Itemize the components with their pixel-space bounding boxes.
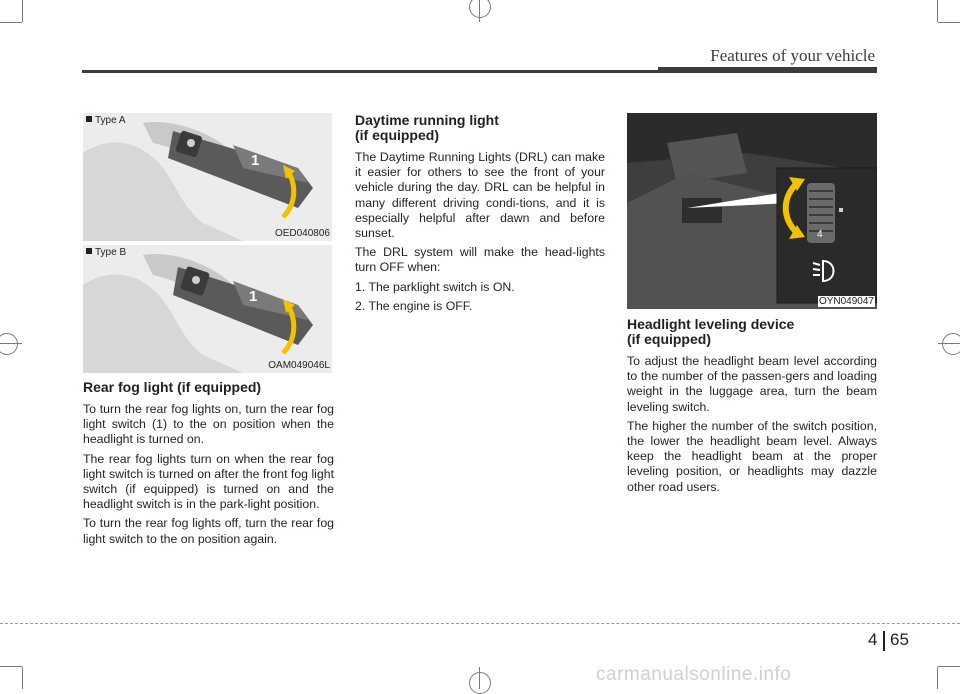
- section-headlight-leveling: [627, 317, 877, 499]
- callout-1: 1: [251, 152, 260, 169]
- registration-mark-left: [0, 333, 18, 355]
- crop-mark: [479, 0, 480, 22]
- heading-drl-line1: Daytime running light: [355, 112, 499, 128]
- figure-code: OED040806: [274, 228, 330, 239]
- crop-mark: [938, 22, 960, 23]
- registration-mark-top: [469, 0, 491, 18]
- list-item: 2. The engine is OFF.: [355, 298, 473, 313]
- square-bullet-icon: [86, 116, 92, 122]
- header-rule-accent: [658, 67, 877, 72]
- paragraph: To turn the rear fog lights off, turn the rear fog light switch to the on position again.: [83, 516, 334, 546]
- crop-mark: [22, 667, 23, 689]
- paragraph: To adjust the headlight beam level according to the number of the passen-gers and loading weight in the luggage area, turn the beam leveling switch.: [627, 354, 877, 414]
- heading-leveling-line1: Headlight leveling device: [627, 316, 795, 332]
- paragraph: The higher the number of the switch position, the lower the headlight beam level. Always keep the headlight beam at the proper leveling position, or headlights may dazzle other road users.: [627, 418, 877, 494]
- dashboard-photo: [627, 113, 877, 309]
- paragraph: The DRL system will make the head-lights turn OFF when:: [355, 245, 605, 275]
- page-number: 65: [890, 630, 909, 649]
- figure-type-b: [83, 245, 332, 373]
- figure-label-type-a: [86, 115, 126, 126]
- crop-mark: [0, 343, 22, 344]
- list-item: 1. The parklight switch is ON.: [355, 279, 515, 294]
- crop-mark: [22, 0, 23, 22]
- heading-rear-fog-light: Rear fog light (if equipped): [83, 379, 262, 395]
- paragraph: The rear fog lights turn on when the rear fog light switch is turned on after the front fog light switch (if equipped) is turned on and the headlight switch is in the park-light position.: [83, 451, 334, 512]
- section-rear-fog-light: [83, 380, 334, 551]
- section-header-title: Features of your vehicle: [710, 46, 875, 65]
- figure-label-text: Type B: [95, 247, 127, 258]
- crop-mark: [937, 0, 938, 22]
- crop-mark: [938, 666, 960, 667]
- section-daytime-running-light: [355, 113, 605, 318]
- watermark: carmanualsonline.info: [596, 664, 792, 685]
- crop-mark: [938, 343, 960, 344]
- stalk-switch-illustration: [83, 113, 332, 241]
- crop-mark: [0, 22, 22, 23]
- heading-leveling-line2: (if equipped): [627, 331, 711, 347]
- crop-mark: [479, 667, 480, 689]
- heading-drl-line2: (if equipped): [355, 127, 439, 143]
- callout-1: 1: [249, 288, 258, 305]
- crop-mark: [0, 666, 22, 667]
- footer-dashed-rule: [0, 623, 960, 624]
- chapter-number: 4: [868, 630, 878, 649]
- dial-value: 4: [817, 229, 823, 240]
- figure-label-type-b: [86, 247, 126, 258]
- registration-mark-right: [942, 333, 960, 355]
- figure-code: OYN049047: [818, 296, 874, 307]
- figure-headlight-leveling: [627, 113, 877, 309]
- paragraph: To turn the rear fog lights on, turn the rear fog light switch (1) to the on position when the headlight is turned on.: [83, 402, 334, 447]
- crop-mark: [937, 667, 938, 689]
- figure-label-text: Type A: [95, 115, 126, 126]
- paragraph: The Daytime Running Lights (DRL) can make it easier for others to see the front of your vehicle during the day. DRL can be helpful in many different driving condi-tions, and it is especially helpful after dawn and before sunset.: [355, 150, 605, 241]
- registration-mark-bottom: [469, 672, 491, 694]
- page-number-divider: [883, 631, 885, 651]
- stalk-switch-illustration: [83, 245, 332, 373]
- figure-code: OAM049046L: [268, 360, 330, 371]
- square-bullet-icon: [86, 248, 92, 254]
- figure-type-a: [83, 113, 332, 241]
